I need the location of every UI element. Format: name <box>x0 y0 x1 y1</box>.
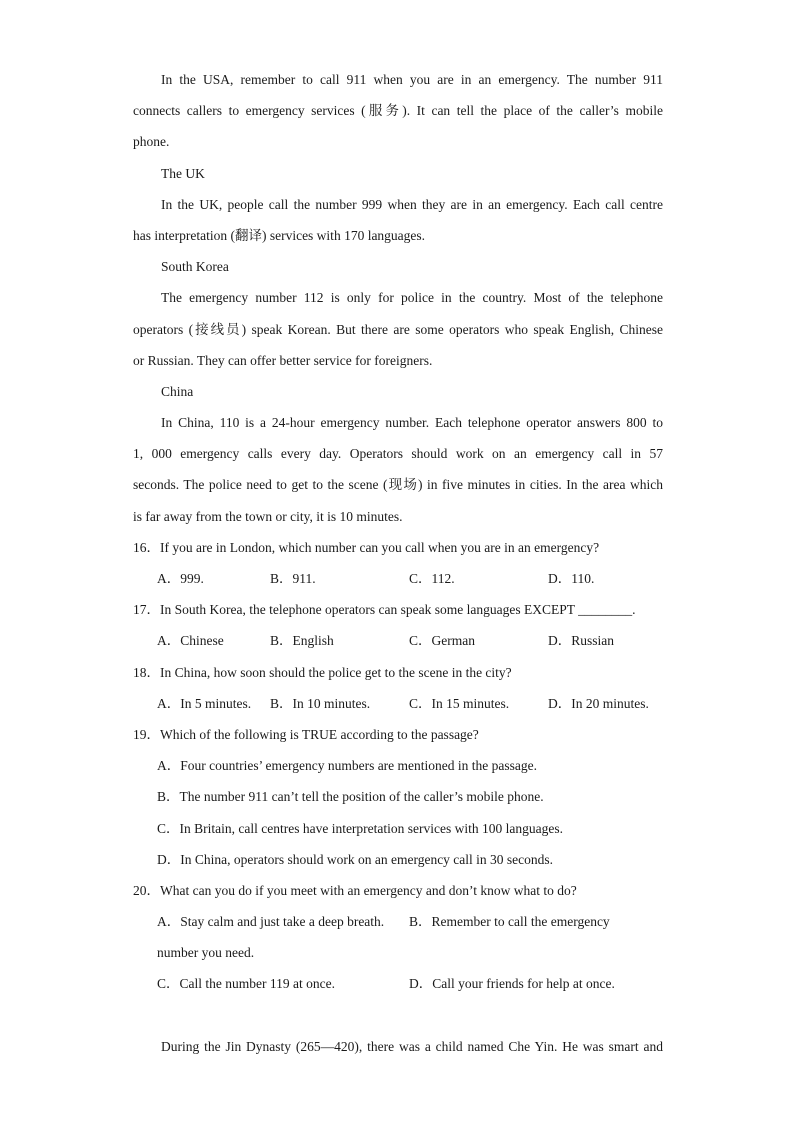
question-stem: 16．If you are in London, which number can you call when you are in an emergency? <box>133 539 600 555</box>
uk-paragraph <box>133 189 663 251</box>
option-b[interactable]: B．English <box>270 633 334 649</box>
option-d[interactable]: D．110. <box>548 571 595 586</box>
paragraph-line: 1, 000 emergency calls every day. Operators should work on an emergency call in 57 <box>133 446 663 462</box>
question-options <box>133 968 663 999</box>
option-c[interactable]: C．In Britain, call centres have interpretation services with 100 languages. <box>157 820 563 836</box>
paragraph-line: has interpretation (翻译) services with 170 languages. <box>133 227 426 243</box>
paragraph-line: seconds. The police need to get to the scene (现场) in five minutes in cities. In the area which <box>133 477 663 493</box>
option-b[interactable]: B．In 10 minutes. <box>270 695 371 711</box>
question-20 <box>133 875 663 1000</box>
paragraph-line: operators (接线员) speak Korean. But there are some operators who speak English, Chinese <box>133 321 663 337</box>
paragraph-line: In China, 110 is a 24-hour emergency number. Each telephone operator answers 800 to <box>161 415 663 431</box>
question-19 <box>133 719 663 875</box>
question-stem: 17．In South Korea, the telephone operators can speak some languages EXCEPT ________. <box>133 602 636 618</box>
question-18 <box>133 657 663 719</box>
option-b-continued: number you need. <box>157 945 255 961</box>
section-gap <box>133 1000 663 1031</box>
question-options <box>133 906 663 937</box>
question-stem: 20．What can you do if you meet with an emergency and don’t know what to do? <box>133 882 577 898</box>
option-d[interactable]: D．In 20 minutes. <box>548 695 649 711</box>
option-d[interactable]: D．Call your friends for help at once. <box>409 976 615 992</box>
option-a[interactable]: A．In 5 minutes. <box>157 695 252 711</box>
paragraph-line: The emergency number 112 is only for police in the country. Most of the telephone <box>161 290 663 306</box>
question-16 <box>133 532 663 594</box>
question-options <box>133 563 663 594</box>
option-a[interactable]: A．Four countries’ emergency numbers are mentioned in the passage. <box>157 758 538 774</box>
question-stem: 19．Which of the following is TRUE according to the passage? <box>133 726 479 742</box>
section-heading-south-korea: South Korea <box>161 259 229 275</box>
option-c[interactable]: C．Call the number 119 at once. <box>157 976 335 992</box>
question-stem: 18．In China, how soon should the police get to the scene in the city? <box>133 664 512 680</box>
paragraph-line: is far away from the town or city, it is 10 minutes. <box>133 508 403 524</box>
question-options <box>133 688 663 719</box>
question-17 <box>133 594 663 656</box>
paragraph-line: connects callers to emergency services (服务). It can tell the place of the caller’s mobile <box>133 103 663 119</box>
section-heading-china: China <box>161 383 194 399</box>
next-passage-first-line: During the Jin Dynasty (265—420), there was a child named Che Yin. He was smart and <box>161 1038 663 1054</box>
option-d[interactable]: D．In China, operators should work on an emergency call in 30 seconds. <box>157 851 554 867</box>
exam-page <box>133 64 663 1062</box>
paragraph-line: In the UK, people call the number 999 when they are in an emergency. Each call centre <box>161 196 663 212</box>
option-a[interactable]: A．Chinese <box>157 633 224 649</box>
question-options <box>133 625 663 656</box>
korea-paragraph <box>133 282 663 376</box>
option-b[interactable]: B．The number 911 can’t tell the position of the caller’s mobile phone. <box>157 789 544 805</box>
option-c[interactable]: C．German <box>409 633 475 649</box>
china-paragraph <box>133 407 663 532</box>
section-heading-uk: The UK <box>161 165 205 181</box>
option-b[interactable]: B．Remember to call the emergency <box>409 914 610 930</box>
paragraph-line: or Russian. They can offer better service for foreigners. <box>133 352 433 368</box>
option-a[interactable]: A．Stay calm and just take a deep breath. <box>157 914 385 930</box>
usa-paragraph <box>133 64 663 158</box>
option-d[interactable]: D．Russian <box>548 633 615 649</box>
paragraph-line: In the USA, remember to call 911 when you are in an emergency. The number 911 <box>161 72 663 87</box>
option-c[interactable]: C．112. <box>409 571 455 586</box>
option-c[interactable]: C．In 15 minutes. <box>409 695 510 711</box>
option-b[interactable]: B．911. <box>270 571 316 586</box>
option-a[interactable]: A．999. <box>157 571 204 586</box>
paragraph-line: phone. <box>133 134 170 150</box>
